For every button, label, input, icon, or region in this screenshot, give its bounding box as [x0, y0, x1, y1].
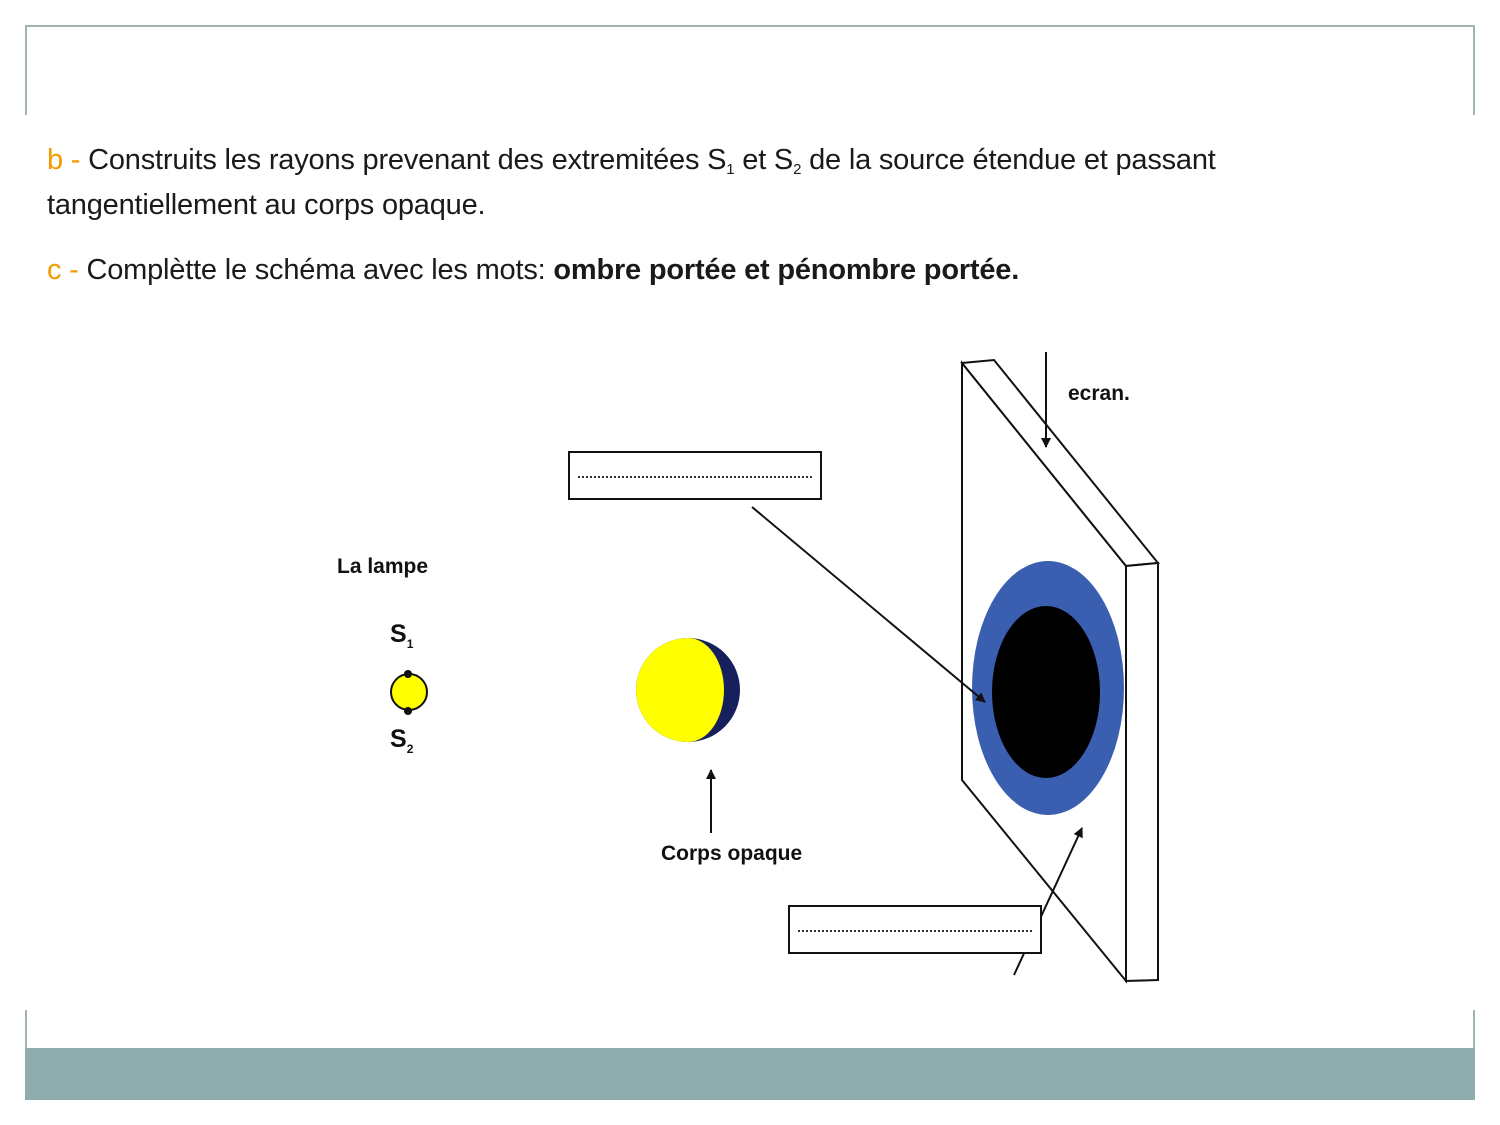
- opaque-body-lit-side: [636, 638, 724, 742]
- s2-label: [390, 725, 413, 756]
- lamp-source: [391, 674, 427, 710]
- instruction-b-text-2: et S: [734, 144, 794, 176]
- instruction-b-text-3: de la source étendue et passant: [801, 144, 1216, 176]
- instruction-b-sub-1: 1: [726, 161, 735, 178]
- instruction-c-text: Complètte le schéma avec les mots:: [86, 254, 554, 286]
- instruction-b-line-2: tangentiellement au corps opaque.: [47, 188, 486, 221]
- answer-box-bottom[interactable]: [788, 905, 1042, 954]
- instruction-c-bold: ombre portée et pénombre portée.: [553, 254, 1020, 286]
- s1-label-letter: S: [390, 620, 407, 648]
- instruction-b-sub-2: 2: [793, 161, 802, 178]
- umbra-shadow: [992, 606, 1100, 778]
- screen-side-edge: [1126, 563, 1158, 981]
- instruction-c-letter: c: [47, 254, 62, 286]
- umbra-pointer-arrow: [752, 507, 985, 702]
- instruction-b-text-1: Construits les rayons prevenant des extremitées S: [88, 144, 727, 176]
- answer-box-bottom-dots: [798, 930, 1032, 932]
- opaque-body: [636, 638, 740, 742]
- answer-box-top[interactable]: [568, 451, 822, 500]
- instruction-b-separator: -: [62, 144, 89, 176]
- s2-label-sub: 2: [406, 742, 414, 756]
- s2-label-letter: S: [390, 725, 407, 753]
- instruction-c-separator: -: [61, 254, 87, 286]
- s1-label-sub: 1: [406, 637, 414, 651]
- s1-label: [390, 620, 413, 651]
- s1-point: [404, 670, 412, 678]
- answer-box-top-dots: [578, 476, 812, 478]
- s2-point: [404, 707, 412, 715]
- lamp-label: La lampe: [337, 555, 429, 578]
- opaque-body-label: Corps opaque: [661, 842, 803, 865]
- screen-label: ecran.: [1068, 382, 1130, 405]
- instruction-b-letter: b: [47, 144, 63, 176]
